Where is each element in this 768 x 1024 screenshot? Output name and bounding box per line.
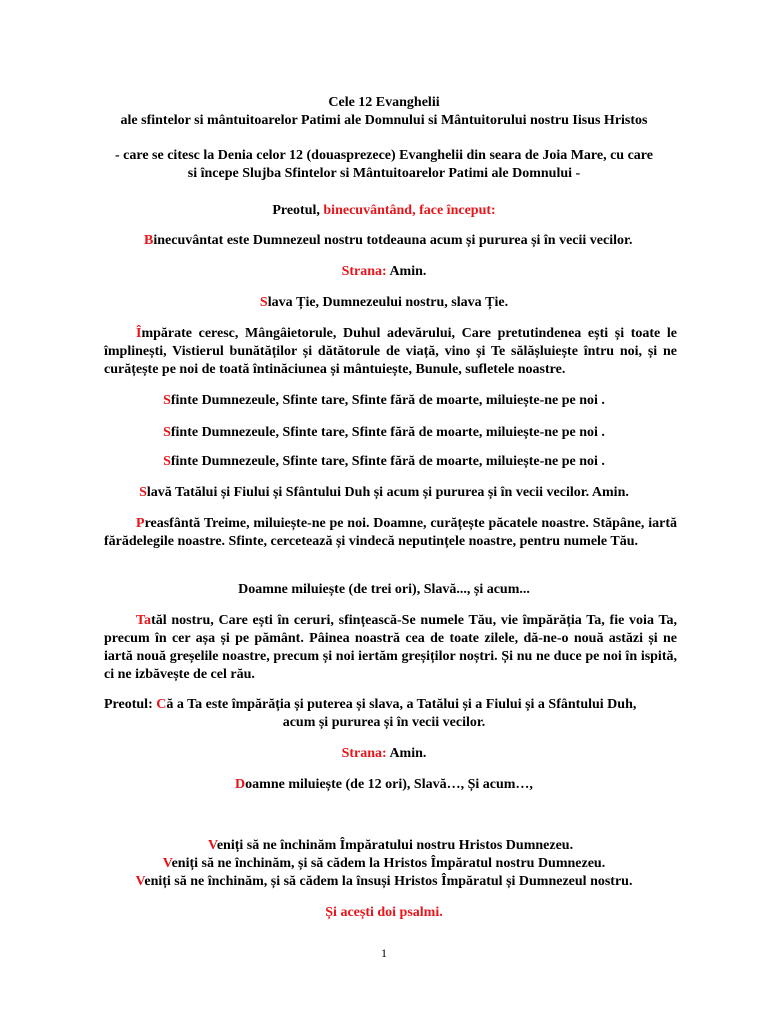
- strana-amin-2: Strana: Amin.: [341, 746, 427, 761]
- rubric-preotul: [0, 202, 768, 220]
- trisagion-line-1: Sfinte Dumnezeule, Sfinte tare, Sfinte fără de moarte, miluiește-ne pe noi .: [163, 393, 605, 408]
- drop-initial: S: [163, 393, 171, 408]
- drop-initial: S: [163, 454, 171, 469]
- veniti-line-2: Veniți să ne închinăm, și să cădem la Hristos Împăratul nostru Dumnezeu.: [162, 856, 606, 871]
- drop-initial: P: [136, 516, 145, 531]
- slava-tatalui-line: Slavă Tatălui și Fiului și Sfântului Duh și acum și pururea și în vecii vecilor. Amin.: [139, 485, 629, 500]
- document-subtitle: ale sfintelor si mântuitoarelor Patimi ale Domnului si Mântuitorului nostru Iisus Hristos: [120, 113, 648, 128]
- preasfanta-treime-paragraph: Preasfântă Treime, miluiește-ne pe noi. Doamne, curățește păcatele noastre. Stăpâne, iartă fărădelegile noastre. Sfinte, cercetează și vindecă neputințele noastre, pentru numele Tău.: [104, 516, 677, 549]
- document-title: Cele 12 Evanghelii: [328, 95, 440, 110]
- speaker-label: Preotul:: [104, 697, 157, 712]
- tatal-nostru-paragraph: Tatăl nostru, Care ești în ceruri, sfințească-Se numele Tău, vie împărăția Ta, fie voia Ta, precum în cer așa și pe pământ. Pâinea noastră cea de toate zilele, dă-ne-o nouă astăzi și ne iartă nouă greșelile noastre, precum și noi iertăm greșiților noștri. Și nu ne duce pe noi în ispită, ci ne izbăvește de cel rău.: [104, 613, 677, 682]
- speaker-label: Preotul,: [272, 203, 324, 218]
- drop-initial: V: [208, 838, 217, 853]
- doamne-miluieste-12-line: Doamne miluiește (de 12 ori), Slavă…, Și acum…,: [235, 777, 533, 792]
- imparate-ceresc-paragraph: Împărate ceresc, Mângâietorule, Duhul adevărului, Care pretutindenea ești și toate le împlinești, Vistierul bunătăților și dătătorule de viață, vino și Te sălășluiește întru noi, și ne curățește pe noi de toată întinăciunea și mântuiește, Bunule, sufletele noastre.: [104, 326, 677, 377]
- doamne-miluieste-line: Doamne miluiește (de trei ori), Slavă..., și acum...: [238, 582, 530, 597]
- ecphonesis-line-2: acum și pururea și în vecii vecilor.: [282, 715, 486, 730]
- drop-initial: V: [162, 856, 172, 871]
- strana-amin-1: Strana: Amin.: [341, 264, 427, 279]
- drop-initial: S: [163, 425, 171, 440]
- drop-initial: V: [135, 874, 145, 889]
- drop-initial: B: [144, 233, 154, 248]
- intro-line-2: si începe Slujba Sfintelor si Mântuitoarelor Patimi ale Domnului -: [187, 166, 581, 181]
- speaker-label: Strana:: [341, 264, 387, 279]
- drop-initial: Î: [136, 326, 142, 341]
- psalmi-rubric: Și acești doi psalmi.: [325, 905, 443, 920]
- veniti-line-1: Veniți să ne închinăm Împăratului nostru Hristos Dumnezeu.: [208, 838, 574, 853]
- rubric-text: binecuvântând, face început:: [323, 203, 496, 218]
- drop-initial: D: [235, 777, 246, 792]
- trisagion-line-3: Sfinte Dumnezeule, Sfinte tare, Sfinte fără de moarte, miluiește-ne pe noi .: [163, 454, 605, 469]
- drop-initial: C: [156, 697, 167, 712]
- trisagion-line-2: Sfinte Dumnezeule, Sfinte tare, Sfinte fără de moarte, miluiește-ne pe noi .: [163, 425, 605, 440]
- page-number: 1: [381, 946, 387, 960]
- intro-line-1: - care se citesc la Denia celor 12 (douasprezece) Evanghelii din seara de Joia Mare, cu care: [115, 148, 653, 163]
- blessing-line: Binecuvântat este Dumnezeul nostru totdeauna acum și pururea și în vecii vecilor.: [144, 233, 633, 248]
- ecphonesis-line-1: Preotul: Că a Ta este împărăția și puterea și slava, a Tatălui și a Fiului și a Sfântului Duh,: [104, 697, 637, 712]
- veniti-line-3: Veniți să ne închinăm, și să cădem la însuși Hristos Împăratul și Dumnezeul nostru.: [135, 874, 633, 889]
- drop-initial: S: [259, 295, 268, 310]
- speaker-label: Strana:: [341, 746, 387, 761]
- drop-initial: S: [139, 485, 147, 500]
- slava-tie-line: Slava Ție, Dumnezeului nostru, slava Ție.: [259, 295, 509, 310]
- drop-initial: Ta: [136, 613, 152, 628]
